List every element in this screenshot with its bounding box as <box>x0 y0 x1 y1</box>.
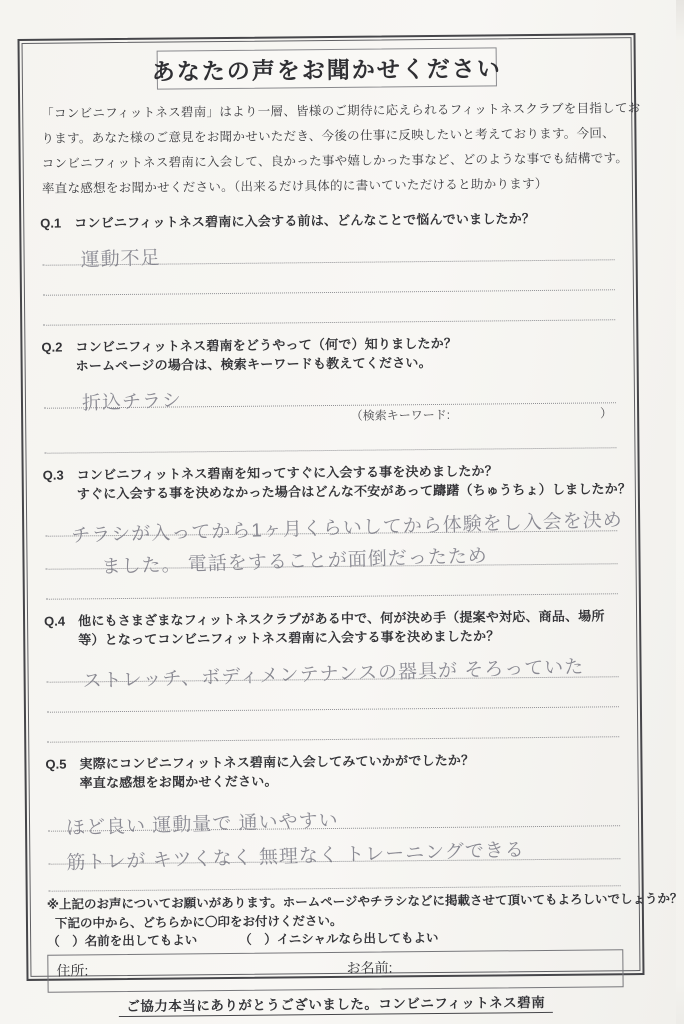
search-keyword-field[interactable] <box>450 406 600 419</box>
answer-line-q3-3[interactable] <box>46 564 618 599</box>
question-block-q1 <box>40 208 617 326</box>
question-number: Q.4 <box>44 613 66 629</box>
publication-consent-section <box>46 890 683 951</box>
intro-line: コンビニフィットネス碧南に入会して、良かった事や嬉しかった事など、どのような事でも結構です。 <box>41 151 629 171</box>
question-text: コンビニフィットネス碧南に入会する前は、どんなことで悩んでいましたか？ <box>74 211 536 231</box>
question-block-q3 <box>42 460 632 600</box>
question-number: Q.3 <box>42 467 64 483</box>
answer-line-q1-3[interactable] <box>43 290 615 325</box>
address-name-box <box>47 949 623 993</box>
handwritten-answer: 運動不足 <box>80 247 161 272</box>
question-subtext: ホームページの場合は、検索キーワードも教えてください。 <box>75 355 432 374</box>
question-subtext: 率直な感想をお聞かせください。 <box>79 773 278 791</box>
question-block-q5 <box>45 749 622 892</box>
question-text: コンビニフィットネス碧南を知ってすぐに入会する事を決めましたか？ <box>76 463 498 483</box>
consent-note: ※上記のお声についてお願いがあります。ホームページやチラシなどに掲載させて頂いてもよろしいでしょうか？ <box>46 891 683 912</box>
handwritten-answer: ほど良い 運動量で 通いやすい <box>65 810 339 840</box>
answer-line-q1-1[interactable] <box>42 227 614 272</box>
handwritten-answer: 筋トレが キツくなく 無理なく トレーニングできる <box>66 839 526 874</box>
form-outer-frame <box>17 33 683 1014</box>
answer-line-q4-1[interactable] <box>46 644 618 693</box>
question-number: Q.1 <box>40 215 62 231</box>
handwritten-answer: ました。 電話をすることが面倒だったため <box>101 545 489 578</box>
consent-option-name[interactable]: （ ）名前を出してもよい <box>47 933 198 949</box>
address-label: 住所: <box>56 962 89 979</box>
answer-line-q3-2[interactable] <box>45 531 617 578</box>
search-keyword-label: （検索キーワード: <box>350 407 451 423</box>
form-title-box <box>151 47 502 89</box>
answer-line-q5-3[interactable] <box>48 859 620 891</box>
form-title: あなたの声をお聞かせください <box>151 55 502 85</box>
handwritten-answer: 折込チラシ <box>81 390 183 415</box>
question-number: Q.2 <box>41 339 63 355</box>
answer-line-q5-1[interactable] <box>48 787 620 840</box>
question-text: 他にもさまざまなフィットネスクラブがある中で、何が決め手（提案や対応、商品、場所等）となってコンビニフィットネス碧南に入会する事を決めましたか？ <box>78 608 605 648</box>
name-label: お名前: <box>346 959 393 976</box>
form-inner-frame <box>22 37 683 1014</box>
question-number: Q.5 <box>45 756 67 772</box>
question-block-q4 <box>44 606 621 743</box>
answer-line-q3-1[interactable] <box>45 498 624 547</box>
consent-option-initial[interactable]: （ ）イニシャルなら出してもよい <box>239 930 439 947</box>
handwritten-answer: チラシが入ってから1ヶ月くらいしてから体験をし入会を決め <box>71 509 624 547</box>
intro-line: 率直な感想をお聞かせください。（出来るだけ具体的に書いていただけると助かります） <box>41 176 548 196</box>
search-keyword-close: ） <box>600 405 613 420</box>
intro-line: ります。あなた様のご意見をお聞かせいただき、今後の仕事に反映したいと考えております。今回、 <box>41 126 616 146</box>
answer-line-q5-2[interactable] <box>48 826 620 874</box>
question-block-q2 <box>41 332 618 454</box>
footer-row <box>48 990 624 1018</box>
handwritten-answer: ストレッチ、ボディメンテナンスの器具が そろっていた <box>82 656 585 693</box>
question-text: コンビニフィットネス碧南をどうやって（何で）知りましたか？ <box>75 335 458 355</box>
intro-paragraph <box>41 96 641 201</box>
question-text: 実際にコンビニフィットネス碧南に入会してみていかがでしたか？ <box>79 752 475 772</box>
intro-line: 「コンビニフィットネス碧南」はより一層、皆様のご期待に応えられるフィットネスクラブを目指してお <box>41 101 641 121</box>
consent-instruction: 下記の中から、どちらかに〇印をお付けください。 <box>54 913 343 931</box>
footer-thanks-text: ご協力本当にありがとうございました。コンビニフィットネス碧南 <box>118 991 553 1017</box>
answer-line-q4-3[interactable] <box>47 707 619 742</box>
question-subtext: すぐに入会する事を決めなかった場合はどんな不安があって躊躇（ちゅうちょ）しましたか？ <box>76 481 632 502</box>
answer-line-q2-2[interactable] <box>44 421 616 453</box>
